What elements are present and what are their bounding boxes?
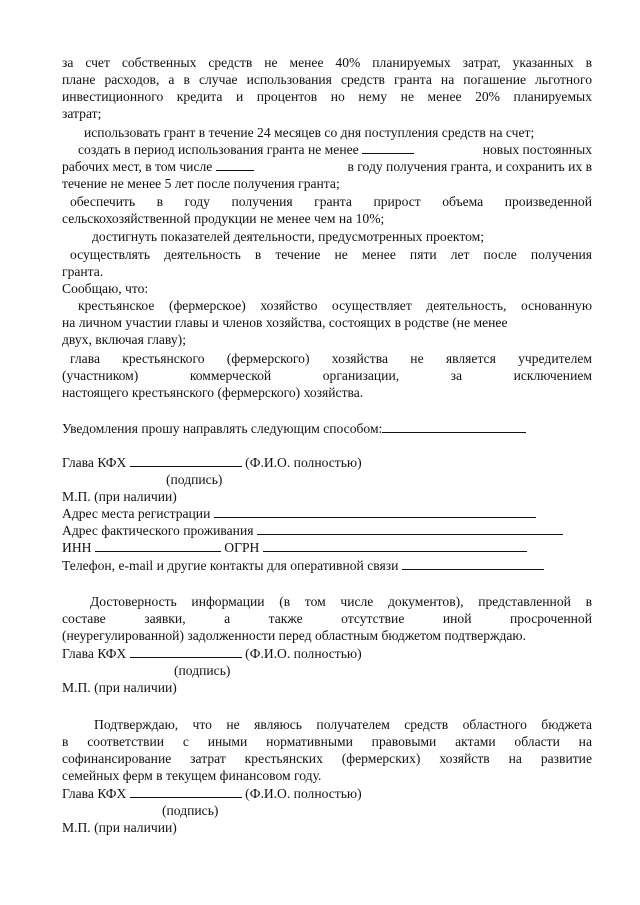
head-signature-field[interactable] [130,645,242,658]
head-signature-row [62,785,592,802]
inn-ogrn-row [62,539,592,556]
head-signature-row [62,454,592,471]
head-signature-row [62,645,592,662]
text-line: сельскохозяйственной продукции не менее чем на 10%; [62,211,385,226]
actual-address-row [62,522,592,539]
sign-caption: (подпись) [162,803,219,818]
jobs-count-blank [362,141,414,154]
contacts-field[interactable] [402,557,544,570]
text-line: достигнуть показателей деятельности, предусмотренных проектом; [92,229,485,244]
inn-label: ИНН [62,540,92,555]
ogrn-field[interactable] [263,539,527,552]
jobs-text: рабочих мест, в том числе [62,159,213,174]
seal-label: М.П. (при наличии) [62,680,177,695]
jobs-text: новых постоянных [482,142,592,157]
head-label: Глава КФХ [62,786,127,801]
text-line: Подтверждаю, что не являюсь получателем средств областного бюджета [94,717,592,732]
fio-label: (Ф.И.О. полностью) [245,786,362,801]
seal-label: М.П. (при наличии) [62,489,177,504]
contacts-label: Телефон, e-mail и другие контакты для оперативной связи [62,558,399,573]
text-line: (участником) коммерческой организации, за исключением [62,368,592,383]
notify-label: Уведомления прошу направлять следующим способом: [62,421,383,436]
actual-address-label: Адрес фактического проживания [62,523,254,538]
text-line: затрат; [62,106,102,121]
jobs-text: создать в период использования гранта не менее [78,142,359,157]
sign-caption: (подпись) [166,472,223,487]
text-line: софинансирование затрат крестьянских (фермерских) хозяйств на развитие [62,751,592,766]
fio-label: (Ф.И.О. полностью) [245,646,362,661]
text-line: течение не менее 5 лет после получения гранта; [62,176,340,191]
actual-address-field[interactable] [257,522,563,535]
head-signature-field[interactable] [130,785,242,798]
head-signature-field[interactable] [130,454,242,467]
sign-caption: (подпись) [174,663,231,678]
jobs-first-year-blank [216,158,254,171]
text-line [78,141,592,158]
text-line: гранта. [62,264,104,279]
text-line: осуществлять деятельность в течение не менее пяти лет после получения [70,247,592,262]
text-line: использовать грант в течение 24 месяцев со дня поступления средств на счет; [84,125,535,140]
reg-address-label: Адрес места регистрации [62,506,211,521]
notify-method-field[interactable] [382,420,526,433]
jobs-text: в году получения гранта, и сохранить их в [347,159,592,174]
text-line: в соответствии с иными нормативными правовыми актами области на [62,734,592,749]
text-line: инвестиционного кредита и процентов но нему не менее 20% планируемых [62,89,592,104]
text-line: составе заявки, а также отсутствие иной просроченной [62,611,592,626]
text-line: двух, включая главу); [62,332,186,347]
text-line: крестьянское (фермерское) хозяйство осуществляет деятельность, основанную [78,298,592,313]
contacts-row [62,557,592,574]
text-line: настоящего крестьянского (фермерского) хозяйства. [62,385,364,400]
text-line: за счет собственных средств не менее 40% планируемых затрат, указанных в [62,55,592,70]
text-line: (неурегулированной) задолженности перед областным бюджетом подтверждаю. [62,628,526,643]
reg-address-field[interactable] [214,505,536,518]
head-label: Глава КФХ [62,455,127,470]
fio-label: (Ф.И.О. полностью) [245,455,362,470]
text-line: семейных ферм в текущем финансовом году. [62,768,322,783]
inn-field[interactable] [95,539,221,552]
text-line: на личном участии главы и членов хозяйства, состоящих в родстве (не менее [62,315,508,330]
text-line: Достоверность информации (в том числе документов), представленной в [90,594,592,609]
text-line: глава крестьянского (фермерского) хозяйства не является учредителем [70,351,592,366]
head-label: Глава КФХ [62,646,127,661]
section-heading: Сообщаю, что: [62,281,149,296]
ogrn-label: ОГРН [224,540,260,555]
text-line: обеспечить в году получения гранта прирост объема произведенной [70,194,592,209]
text-line: плане расходов, а в случае использования средств гранта на погашение льготного [62,72,592,87]
text-line [62,158,592,175]
notify-row [62,420,592,437]
reg-address-row [62,505,592,522]
seal-label: М.П. (при наличии) [62,820,177,835]
